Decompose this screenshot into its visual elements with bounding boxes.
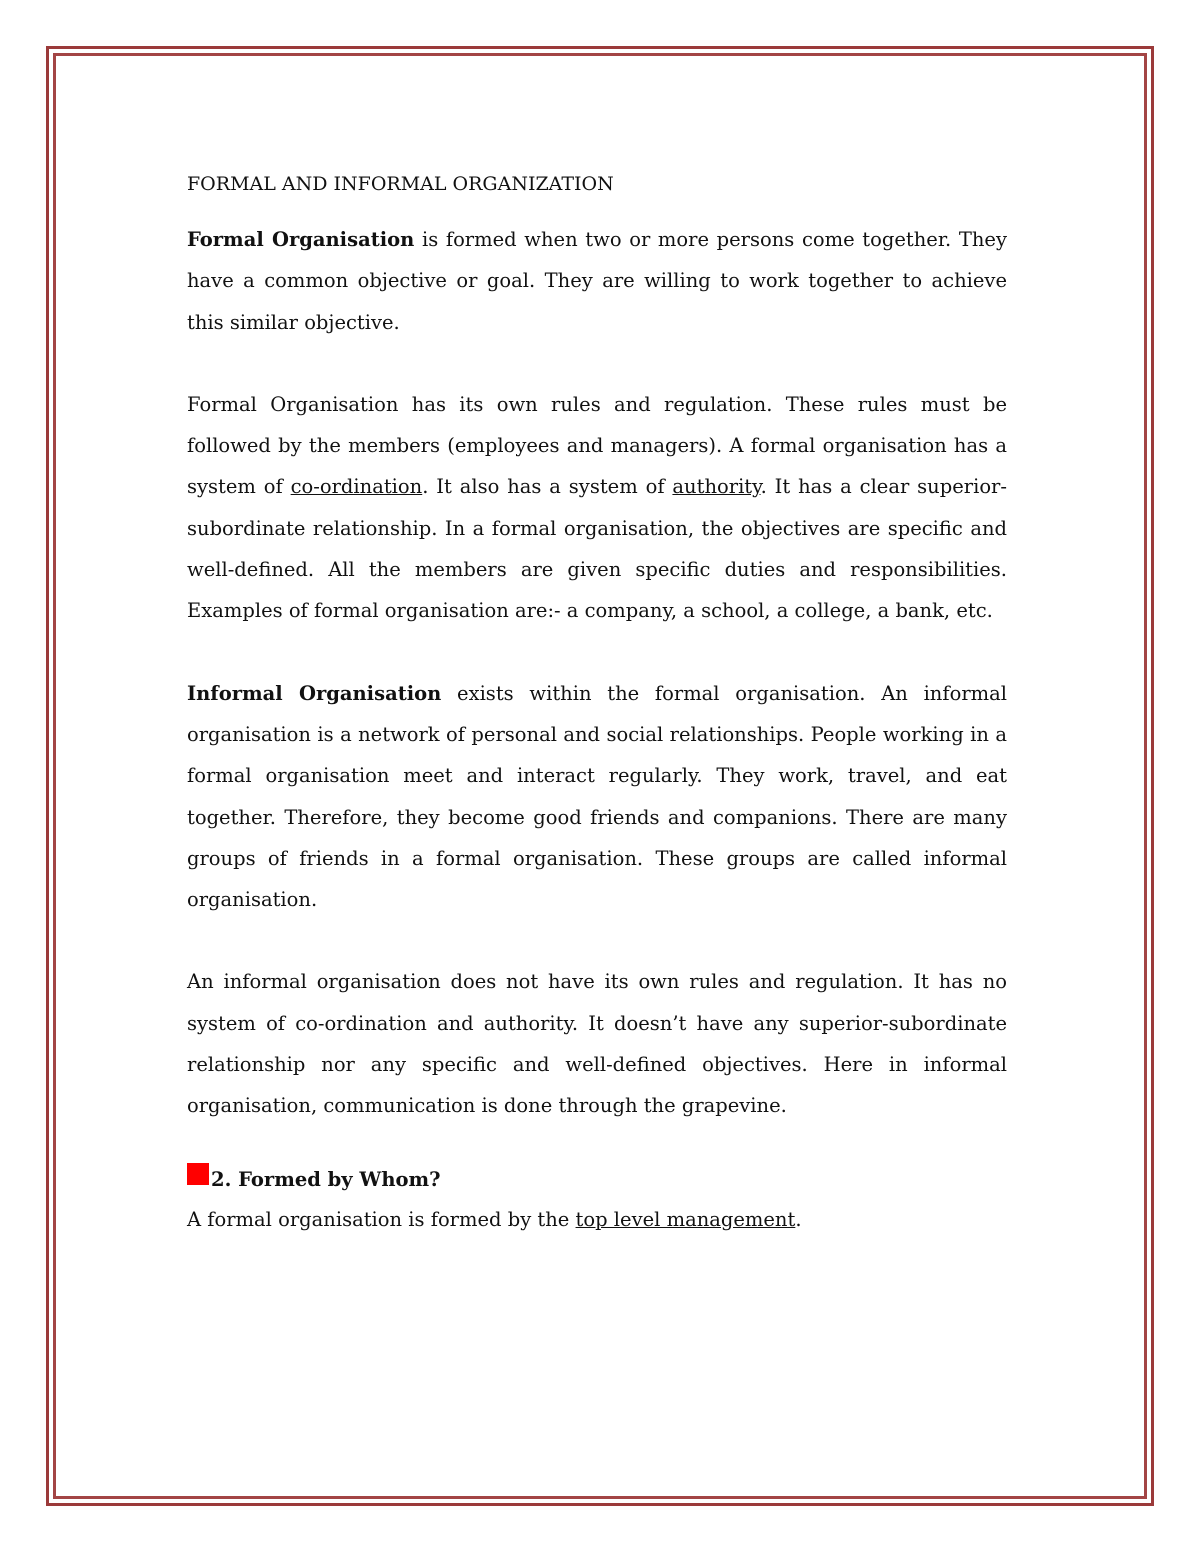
paragraph-text: Formal Organisation has its own rules and regulation. These rules must be followed by the members (employees and managers). A formal organisation has a system of <box>187 392 1007 499</box>
document-body <box>187 165 1007 1235</box>
link-authority[interactable]: authority <box>672 475 761 499</box>
paragraph-text: . It also has a system of <box>422 475 673 499</box>
link-top-level-management[interactable]: top level management <box>575 1207 796 1231</box>
paragraph-text: exists within the formal organisation. An informal organisation is a network of personal and social relationships. People working in a formal organisation meet and interact regularly. They work, travel, and eat together. Therefore, they become good friends and companions. There are many groups of friends in a formal organisation. These groups are called informal organisation. <box>187 681 1007 912</box>
paragraph-text: An informal organisation does not have its own rules and regulation. It has no system of co-ordination and authority. It doesn’t have any superior-subordinate relationship nor any specific and well-defined objectives. Here in informal organisation, communication is done through the grapevine. <box>187 970 1007 1118</box>
document-title: FORMAL AND INFORMAL ORGANIZATION <box>187 173 614 195</box>
term-formal-organisation: Formal Organisation <box>187 228 415 251</box>
term-informal-organisation: Informal Organisation <box>187 681 442 705</box>
paragraph-formal-rules <box>187 384 1007 632</box>
red-square-bullet-icon <box>187 1163 209 1185</box>
paragraph-text: is formed when two or more persons come together. They have a common objective or goal. They are willing to work together to achieve this similar objective. <box>187 228 1007 334</box>
paragraph-text: . <box>795 1207 802 1231</box>
section-heading-text: 2. Formed by Whom? <box>211 1167 441 1191</box>
section-heading <box>187 1165 1007 1195</box>
paragraph-formed-by <box>187 1205 1007 1235</box>
paragraph-text: . It has a clear superior-subordinate relationship. In a formal organisation, the objectives are specific and well-defined. All the members are given specific duties and responsibilities. Examples of formal organisation are:- a company, a school, a college, a bank, etc. <box>187 475 1007 623</box>
paragraph-informal-rules <box>187 961 1007 1126</box>
paragraph-informal-intro <box>187 673 1007 921</box>
paragraph-formal-intro <box>187 219 1007 343</box>
link-co-ordination[interactable]: co-ordination <box>290 475 423 499</box>
paragraph-text: A formal organisation is formed by the <box>187 1207 576 1231</box>
